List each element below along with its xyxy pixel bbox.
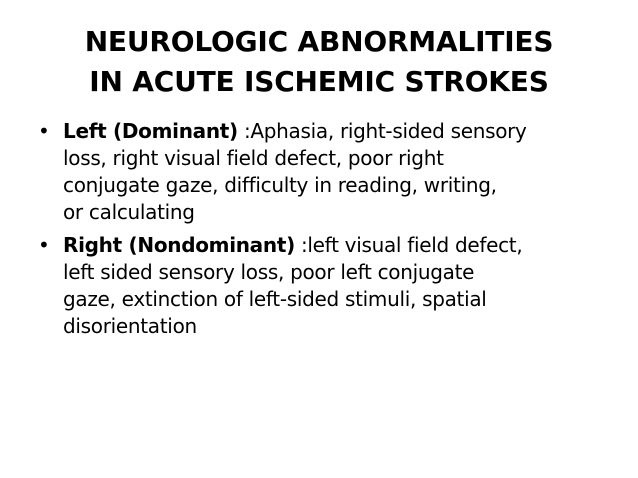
- bullet-marker-icon: •: [38, 119, 50, 143]
- bullet-marker-icon: •: [38, 233, 50, 257]
- bullet-lead: Left (Dominant): [63, 119, 238, 143]
- bullet-text: [63, 118, 618, 226]
- title-line-2: IN ACUTE ISCHEMIC STROKES: [89, 65, 549, 98]
- bullet-line: conjugate gaze, difficulty in reading, writing,: [63, 173, 497, 197]
- bullet-line: left sided sensory loss, poor left conjugate: [63, 260, 475, 284]
- bullet-first-line-rest: :left visual field defect,: [294, 233, 523, 257]
- bullet-line: or calculating: [63, 200, 195, 224]
- title-line-1: NEUROLOGIC ABNORMALITIES: [84, 25, 554, 58]
- bullet-line: loss, right visual field defect, poor right: [63, 146, 444, 170]
- bullet-first-line: [63, 232, 618, 259]
- bullet-left-dominant: [38, 118, 618, 226]
- bullet-first-line: [63, 118, 618, 145]
- bullet-line: gaze, extinction of left-sided stimuli, spatial: [63, 287, 487, 311]
- bullet-list: [38, 118, 618, 346]
- slide-title: [40, 22, 598, 102]
- bullet-text: [63, 232, 618, 340]
- bullet-first-line-rest: :Aphasia, right-sided sensory: [237, 119, 527, 143]
- bullet-line: disorientation: [63, 314, 197, 338]
- bullet-lead: Right (Nondominant): [63, 233, 295, 257]
- bullet-right-nondominant: [38, 232, 618, 340]
